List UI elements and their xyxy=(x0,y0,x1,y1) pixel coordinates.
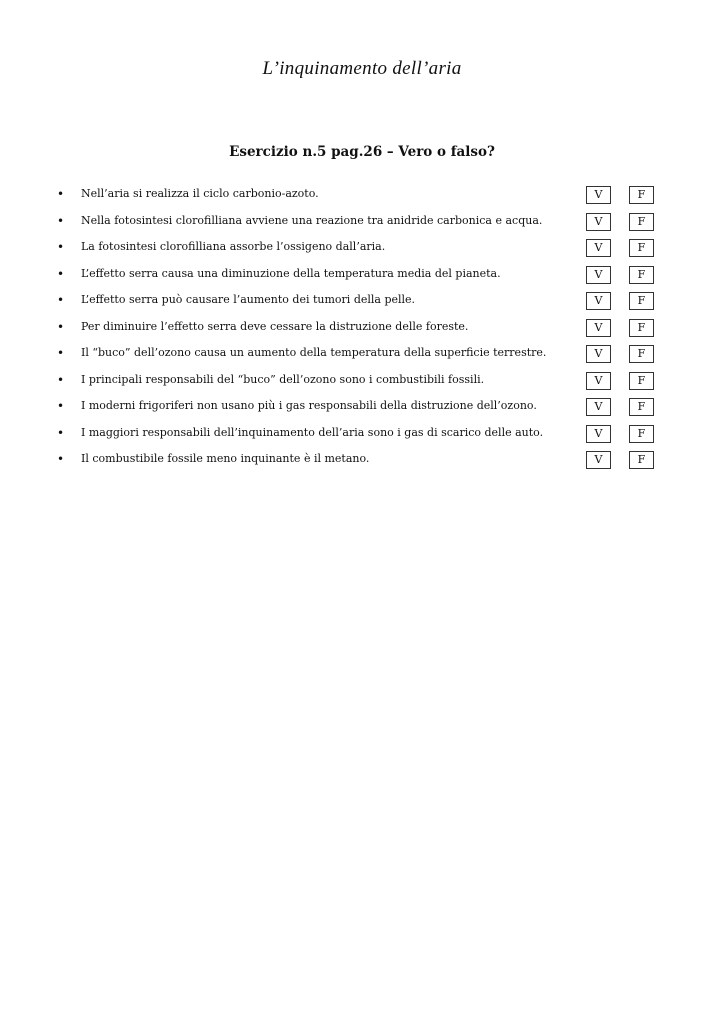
document-title: L’inquinamento dell’aria xyxy=(262,58,462,79)
true-checkbox[interactable]: V xyxy=(586,451,611,469)
false-checkbox[interactable]: F xyxy=(629,213,654,231)
bullet-icon: • xyxy=(57,266,65,281)
false-checkbox[interactable]: F xyxy=(629,451,654,469)
question-text: I maggiori responsabili dell’inquinamento dell’aria sono i gas di scarico delle auto. xyxy=(81,425,544,439)
bullet-icon: • xyxy=(57,240,65,254)
question-row xyxy=(0,369,724,396)
true-checkbox[interactable]: V xyxy=(586,213,611,231)
false-checkbox[interactable]: F xyxy=(629,345,654,363)
true-checkbox[interactable]: V xyxy=(586,239,611,257)
question-row xyxy=(0,236,724,263)
true-false-list xyxy=(0,183,724,475)
question-text: Il combustibile fossile meno inquinante è il metano. xyxy=(81,452,370,465)
true-checkbox[interactable]: V xyxy=(586,372,611,390)
question-row xyxy=(0,395,724,422)
question-row xyxy=(0,316,724,343)
bullet-icon: • xyxy=(57,452,65,466)
bullet-icon: • xyxy=(57,319,65,334)
false-checkbox[interactable]: F xyxy=(629,266,654,284)
bullet-icon: • xyxy=(57,293,65,307)
question-row xyxy=(0,210,724,237)
question-row xyxy=(0,342,724,369)
question-row xyxy=(0,263,724,290)
true-checkbox[interactable]: V xyxy=(586,345,611,363)
question-text: L’effetto serra può causare l’aumento dei tumori della pelle. xyxy=(81,293,416,306)
false-checkbox[interactable]: F xyxy=(629,239,654,257)
question-row xyxy=(0,289,724,316)
exercise-heading: Esercizio n.5 pag.26 – Vero o falso? xyxy=(229,144,495,160)
question-row xyxy=(0,422,724,449)
question-text: L’effetto serra causa una diminuzione della temperatura media del pianeta. xyxy=(81,266,501,280)
false-checkbox[interactable]: F xyxy=(629,425,654,443)
true-checkbox[interactable]: V xyxy=(586,292,611,310)
question-text: Per diminuire l’effetto serra deve cessare la distruzione delle foreste. xyxy=(81,319,469,333)
question-text: Nella fotosintesi clorofilliana avviene una reazione tra anidride carbonica e acqua. xyxy=(81,213,543,227)
question-row xyxy=(0,448,724,475)
question-text: I principali responsabili del “buco” dell’ozono sono i combustibili fossili. xyxy=(81,372,485,386)
false-checkbox[interactable]: F xyxy=(629,186,654,204)
question-text: Il “buco” dell’ozono causa un aumento della temperatura della superficie terrestre. xyxy=(81,346,547,359)
true-checkbox[interactable]: V xyxy=(586,319,611,337)
bullet-icon: • xyxy=(57,399,65,413)
false-checkbox[interactable]: F xyxy=(629,292,654,310)
question-text: La fotosintesi clorofilliana assorbe l’ossigeno dall’aria. xyxy=(81,240,386,253)
true-checkbox[interactable]: V xyxy=(586,398,611,416)
false-checkbox[interactable]: F xyxy=(629,398,654,416)
question-text: Nell’aria si realizza il ciclo carbonio-azoto. xyxy=(81,187,319,200)
bullet-icon: • xyxy=(57,346,65,360)
bullet-icon: • xyxy=(57,372,65,387)
false-checkbox[interactable]: F xyxy=(629,372,654,390)
false-checkbox[interactable]: F xyxy=(629,319,654,337)
bullet-icon: • xyxy=(57,213,65,228)
question-text: I moderni frigoriferi non usano più i gas responsabili della distruzione dell’ozono. xyxy=(81,399,537,412)
true-checkbox[interactable]: V xyxy=(586,425,611,443)
true-checkbox[interactable]: V xyxy=(586,266,611,284)
bullet-icon: • xyxy=(57,425,65,440)
bullet-icon: • xyxy=(57,187,65,201)
question-row xyxy=(0,183,724,210)
true-checkbox[interactable]: V xyxy=(586,186,611,204)
